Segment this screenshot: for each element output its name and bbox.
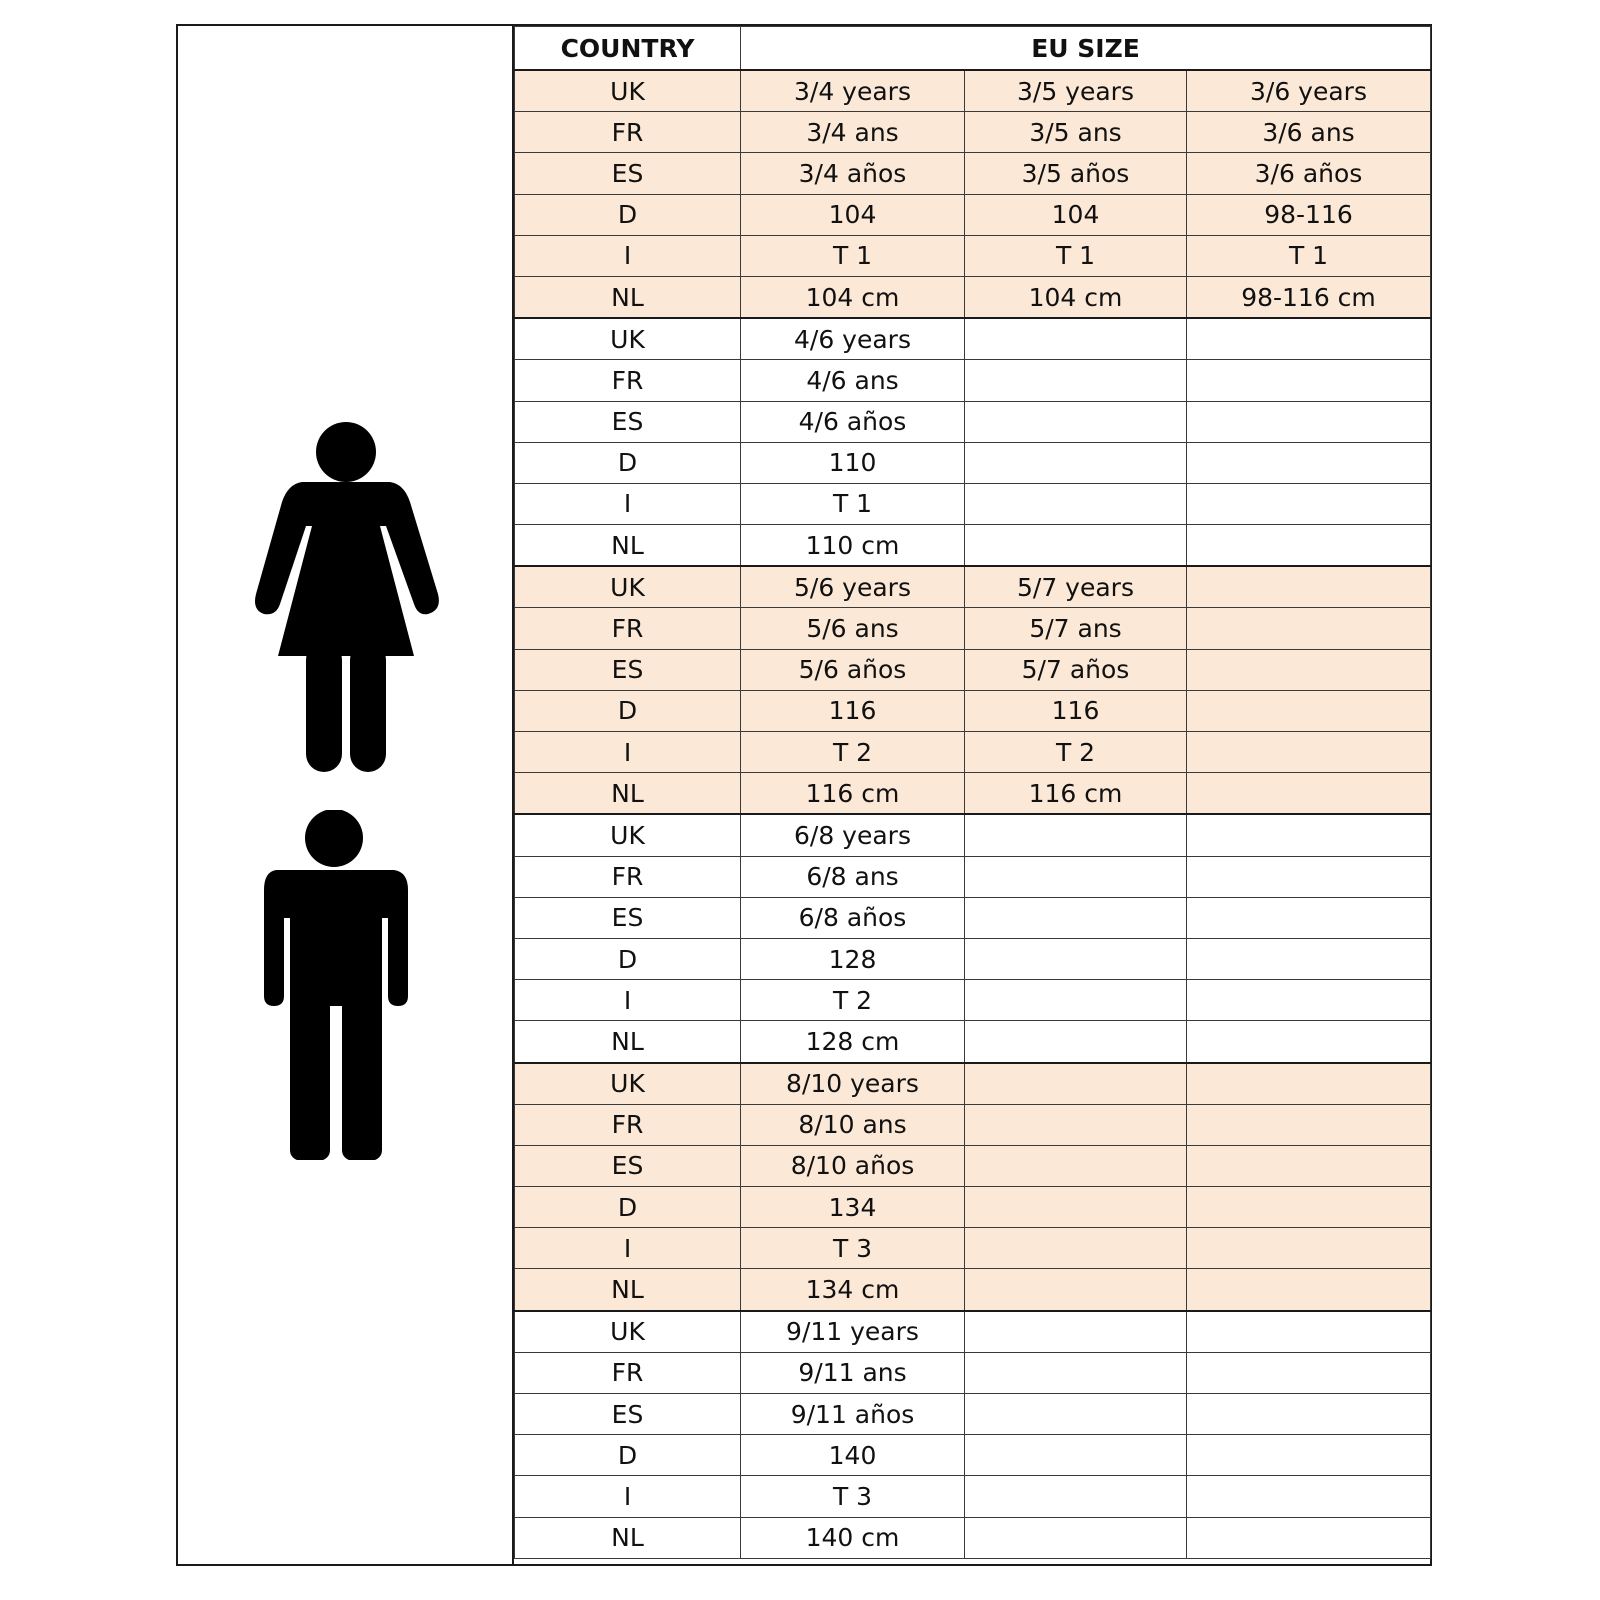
country-cell: UK xyxy=(515,814,741,856)
table-row xyxy=(515,1394,1431,1435)
country-cell: ES xyxy=(515,897,741,938)
size-cell xyxy=(965,897,1187,938)
country-cell: NL xyxy=(515,276,741,318)
size-cell xyxy=(965,1435,1187,1476)
table-row xyxy=(515,1063,1431,1105)
country-cell: UK xyxy=(515,318,741,360)
size-cell: 3/4 años xyxy=(741,153,965,194)
size-cell xyxy=(1187,1352,1431,1393)
size-cell xyxy=(1187,980,1431,1021)
size-cell: 140 xyxy=(741,1435,965,1476)
size-cell: 5/6 years xyxy=(741,566,965,608)
table-row xyxy=(515,732,1431,773)
size-cell: 104 xyxy=(741,194,965,235)
table-row xyxy=(515,1021,1431,1063)
size-cell: 3/4 ans xyxy=(741,112,965,153)
size-cell xyxy=(1187,938,1431,979)
country-cell: D xyxy=(515,690,741,731)
country-cell: ES xyxy=(515,153,741,194)
size-cell xyxy=(1187,442,1431,483)
size-cell xyxy=(965,1394,1187,1435)
size-cell: 3/5 years xyxy=(965,70,1187,112)
size-cell xyxy=(965,1228,1187,1269)
size-cell xyxy=(1187,483,1431,524)
table-row xyxy=(515,566,1431,608)
table-row xyxy=(515,401,1431,442)
size-cell xyxy=(1187,318,1431,360)
size-cell: 110 xyxy=(741,442,965,483)
country-header: COUNTRY xyxy=(515,27,741,71)
size-cell: 128 cm xyxy=(741,1021,965,1063)
table-row xyxy=(515,1104,1431,1145)
size-cell: 128 xyxy=(741,938,965,979)
eu-size-header: EU SIZE xyxy=(741,27,1431,71)
size-cell xyxy=(965,938,1187,979)
country-cell: I xyxy=(515,1476,741,1517)
table-row xyxy=(515,442,1431,483)
size-cell: 3/5 ans xyxy=(965,112,1187,153)
size-cell: 98-116 xyxy=(1187,194,1431,235)
country-cell: FR xyxy=(515,1352,741,1393)
country-cell: D xyxy=(515,938,741,979)
country-cell: UK xyxy=(515,70,741,112)
country-cell: FR xyxy=(515,112,741,153)
size-cell: T 1 xyxy=(1187,235,1431,276)
size-cell xyxy=(965,1269,1187,1311)
country-cell: NL xyxy=(515,1269,741,1311)
table-row xyxy=(515,938,1431,979)
size-cell xyxy=(965,1187,1187,1228)
size-cell xyxy=(1187,1228,1431,1269)
size-cell: 116 xyxy=(741,690,965,731)
country-cell: UK xyxy=(515,1311,741,1353)
size-cell: 134 xyxy=(741,1187,965,1228)
size-cell: 3/6 ans xyxy=(1187,112,1431,153)
size-cell xyxy=(965,1145,1187,1186)
table-row xyxy=(515,318,1431,360)
size-cell: T 2 xyxy=(965,732,1187,773)
size-cell: 8/10 years xyxy=(741,1063,965,1105)
size-cell: 116 cm xyxy=(965,773,1187,815)
country-cell: ES xyxy=(515,1394,741,1435)
size-cell xyxy=(965,1352,1187,1393)
size-cell xyxy=(1187,1517,1431,1558)
size-cell: 104 cm xyxy=(965,276,1187,318)
size-cell xyxy=(965,814,1187,856)
size-cell xyxy=(1187,1187,1431,1228)
size-cell xyxy=(1187,773,1431,815)
size-cell: 8/10 años xyxy=(741,1145,965,1186)
table-row xyxy=(515,608,1431,649)
table-row xyxy=(515,980,1431,1021)
country-cell: I xyxy=(515,235,741,276)
size-cell: 3/6 years xyxy=(1187,70,1431,112)
country-cell: ES xyxy=(515,401,741,442)
size-cell: 5/7 years xyxy=(965,566,1187,608)
size-cell: 5/6 ans xyxy=(741,608,965,649)
country-cell: ES xyxy=(515,649,741,690)
size-cell xyxy=(965,483,1187,524)
size-cell: T 1 xyxy=(965,235,1187,276)
size-cell: 104 cm xyxy=(741,276,965,318)
size-cell xyxy=(1187,732,1431,773)
size-cell xyxy=(1187,360,1431,401)
size-table xyxy=(514,26,1431,1559)
country-cell: FR xyxy=(515,360,741,401)
size-cell: T 3 xyxy=(741,1476,965,1517)
female-figure-icon xyxy=(252,422,442,778)
size-cell: 8/10 ans xyxy=(741,1104,965,1145)
table-row xyxy=(515,856,1431,897)
table-row xyxy=(515,814,1431,856)
size-cell: 98-116 cm xyxy=(1187,276,1431,318)
table-row xyxy=(515,1228,1431,1269)
size-cell xyxy=(965,1104,1187,1145)
size-cell xyxy=(1187,566,1431,608)
size-cell xyxy=(965,360,1187,401)
country-cell: NL xyxy=(515,1021,741,1063)
size-cell: 116 xyxy=(965,690,1187,731)
size-cell: 116 cm xyxy=(741,773,965,815)
size-cell xyxy=(965,980,1187,1021)
country-cell: I xyxy=(515,483,741,524)
table-row xyxy=(515,1352,1431,1393)
size-cell: 134 cm xyxy=(741,1269,965,1311)
table-body xyxy=(515,70,1431,1558)
size-cell: 6/8 años xyxy=(741,897,965,938)
size-cell xyxy=(1187,1269,1431,1311)
size-cell xyxy=(965,1517,1187,1558)
country-cell: D xyxy=(515,194,741,235)
size-cell xyxy=(1187,1104,1431,1145)
size-cell: 5/7 años xyxy=(965,649,1187,690)
country-cell: UK xyxy=(515,1063,741,1105)
size-cell: 6/8 years xyxy=(741,814,965,856)
size-chart-sheet xyxy=(176,24,1432,1566)
size-cell xyxy=(1187,1145,1431,1186)
size-cell: 104 xyxy=(965,194,1187,235)
size-cell: T 3 xyxy=(741,1228,965,1269)
table-row xyxy=(515,1517,1431,1558)
size-cell xyxy=(1187,525,1431,567)
size-cell: 110 cm xyxy=(741,525,965,567)
size-cell xyxy=(1187,1311,1431,1353)
size-cell: 6/8 ans xyxy=(741,856,965,897)
size-cell: 4/6 ans xyxy=(741,360,965,401)
table-row xyxy=(515,525,1431,567)
size-cell: 9/11 ans xyxy=(741,1352,965,1393)
size-cell xyxy=(1187,1394,1431,1435)
size-cell xyxy=(965,1311,1187,1353)
size-cell xyxy=(1187,814,1431,856)
country-cell: NL xyxy=(515,773,741,815)
size-cell: T 2 xyxy=(741,732,965,773)
table-row xyxy=(515,1269,1431,1311)
country-cell: D xyxy=(515,1187,741,1228)
size-cell: 3/4 years xyxy=(741,70,965,112)
icon-panel xyxy=(178,26,514,1564)
country-cell: UK xyxy=(515,566,741,608)
size-cell: 5/6 años xyxy=(741,649,965,690)
size-cell xyxy=(965,525,1187,567)
size-cell: 9/11 años xyxy=(741,1394,965,1435)
country-cell: I xyxy=(515,1228,741,1269)
table-row xyxy=(515,897,1431,938)
size-cell xyxy=(965,856,1187,897)
size-cell: 4/6 years xyxy=(741,318,965,360)
size-cell xyxy=(1187,1476,1431,1517)
size-cell xyxy=(1187,608,1431,649)
table-row xyxy=(515,153,1431,194)
size-cell: T 2 xyxy=(741,980,965,1021)
size-cell xyxy=(965,318,1187,360)
size-cell: 5/7 ans xyxy=(965,608,1187,649)
table-row xyxy=(515,1145,1431,1186)
size-cell xyxy=(1187,1021,1431,1063)
country-cell: I xyxy=(515,732,741,773)
country-cell: D xyxy=(515,1435,741,1476)
size-cell xyxy=(1187,856,1431,897)
table-row xyxy=(515,235,1431,276)
table-row xyxy=(515,276,1431,318)
table-row xyxy=(515,1476,1431,1517)
country-cell: NL xyxy=(515,525,741,567)
size-cell xyxy=(965,1063,1187,1105)
size-cell: T 1 xyxy=(741,483,965,524)
table-row xyxy=(515,112,1431,153)
country-cell: FR xyxy=(515,608,741,649)
table-row xyxy=(515,690,1431,731)
header-row xyxy=(515,27,1431,71)
table-row xyxy=(515,773,1431,815)
table-row xyxy=(515,649,1431,690)
size-cell: 4/6 años xyxy=(741,401,965,442)
size-cell: T 1 xyxy=(741,235,965,276)
table-row xyxy=(515,194,1431,235)
size-cell xyxy=(965,1021,1187,1063)
table-row xyxy=(515,483,1431,524)
male-figure-icon xyxy=(262,810,412,1164)
size-cell xyxy=(965,1476,1187,1517)
size-cell xyxy=(1187,401,1431,442)
size-cell xyxy=(1187,649,1431,690)
table-row xyxy=(515,70,1431,112)
size-cell xyxy=(1187,897,1431,938)
size-cell xyxy=(965,442,1187,483)
country-cell: FR xyxy=(515,1104,741,1145)
country-cell: ES xyxy=(515,1145,741,1186)
country-cell: FR xyxy=(515,856,741,897)
size-cell: 3/6 años xyxy=(1187,153,1431,194)
table-row xyxy=(515,1311,1431,1353)
table-row xyxy=(515,1435,1431,1476)
country-cell: NL xyxy=(515,1517,741,1558)
table-row xyxy=(515,360,1431,401)
size-cell: 140 cm xyxy=(741,1517,965,1558)
size-cell xyxy=(1187,690,1431,731)
country-cell: I xyxy=(515,980,741,1021)
country-cell: D xyxy=(515,442,741,483)
size-cell: 3/5 años xyxy=(965,153,1187,194)
size-cell xyxy=(965,401,1187,442)
table-row xyxy=(515,1187,1431,1228)
size-cell: 9/11 years xyxy=(741,1311,965,1353)
size-cell xyxy=(1187,1063,1431,1105)
size-cell xyxy=(1187,1435,1431,1476)
